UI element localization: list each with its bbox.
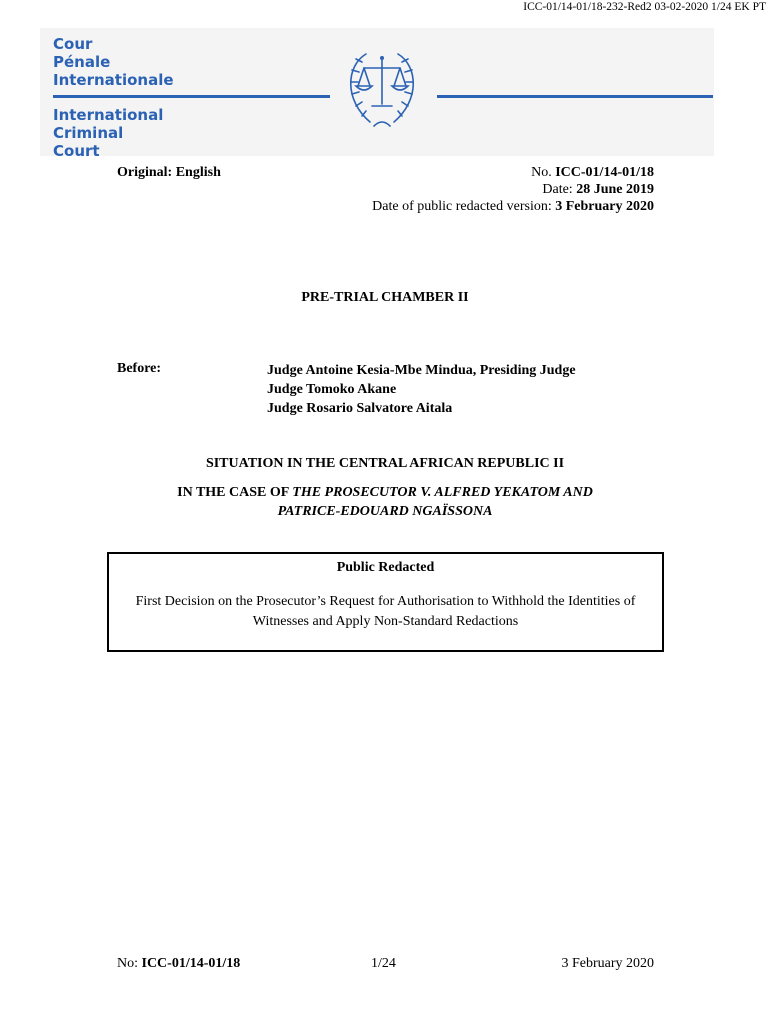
- judges-list: [267, 361, 576, 418]
- court-name-en-line: Criminal: [53, 124, 124, 142]
- court-name-fr-line: Internationale: [53, 71, 174, 89]
- footer-date: 3 February 2020: [561, 956, 654, 971]
- court-name-english: [53, 106, 163, 160]
- original-language: Original: English: [117, 165, 221, 180]
- case-name-continued: PATRICE-EDOUARD NGAÏSSONA: [277, 504, 493, 519]
- scales-of-justice-laurel-icon: [328, 44, 436, 130]
- case-title-line: [120, 502, 650, 521]
- logo-rule-right: [437, 95, 713, 98]
- decision-box: [107, 552, 664, 652]
- chamber-title: PRE-TRIAL CHAMBER II: [301, 290, 469, 305]
- decision-date-label: Date:: [542, 182, 577, 197]
- case-number-label: No.: [531, 165, 556, 180]
- court-name-fr-line: Cour: [53, 35, 93, 53]
- judge-name: Judge Antoine Kesia-Mbe Mindua, Presiding Judge: [267, 363, 576, 378]
- document-reference: ICC-01/14-01/18-232-Red2 03-02-2020 1/24 EK PT: [523, 1, 766, 13]
- redacted-date-label: Date of public redacted version:: [372, 199, 556, 214]
- case-title: [120, 483, 650, 521]
- footer-case-number: [117, 956, 240, 972]
- footer-number-label: No:: [117, 956, 142, 971]
- decision-date: 28 June 2019: [576, 182, 654, 197]
- before-label: Before:: [117, 361, 162, 376]
- case-number-line: [372, 164, 654, 181]
- situation-title: SITUATION IN THE CENTRAL AFRICAN REPUBLIC II: [205, 456, 565, 471]
- redaction-status: Public Redacted: [336, 560, 435, 575]
- decision-date-line: [372, 181, 654, 198]
- case-prefix: IN THE CASE OF: [177, 485, 293, 500]
- page-number: 1/24: [371, 956, 396, 971]
- court-name-french: [53, 35, 174, 89]
- footer-number: ICC-01/14-01/18: [141, 956, 241, 971]
- court-name-en-line: International: [53, 106, 164, 124]
- case-number: ICC-01/14-01/18: [555, 165, 654, 180]
- decision-title: First Decision on the Prosecutor’s Request for Authorisation to Withhold the Identities of Witnesses and Apply Non-Standard Redactions: [135, 594, 636, 629]
- redacted-date: 3 February 2020: [555, 199, 654, 214]
- redacted-date-line: [372, 198, 654, 215]
- judge-name: Judge Tomoko Akane: [267, 382, 397, 397]
- court-name-en-line: Court: [53, 142, 100, 160]
- case-name: THE PROSECUTOR V. ALFRED YEKATOM AND: [292, 485, 593, 500]
- case-title-line: [120, 483, 650, 502]
- logo-rule-left: [53, 95, 330, 98]
- case-info: [372, 164, 654, 215]
- judge-name: Judge Rosario Salvatore Aitala: [267, 401, 453, 416]
- court-name-fr-line: Pénale: [53, 53, 111, 71]
